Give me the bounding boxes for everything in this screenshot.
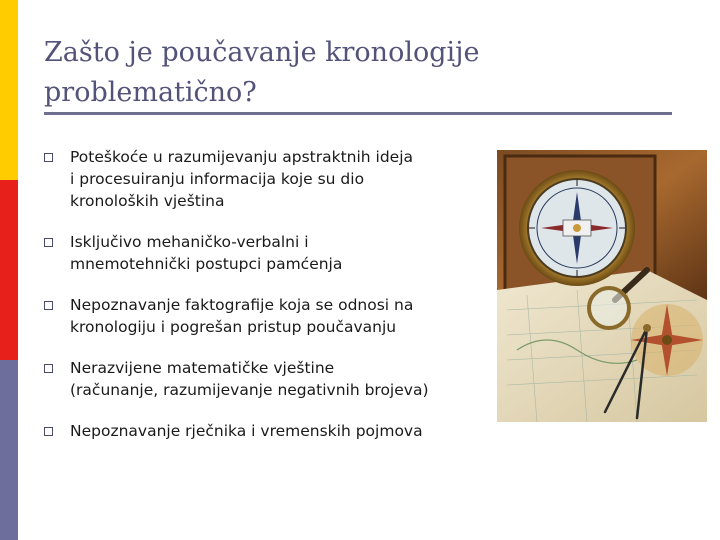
square-bullet-icon bbox=[44, 427, 53, 436]
accent-bar-red bbox=[0, 180, 18, 360]
square-bullet-icon bbox=[44, 301, 53, 310]
bullet-item bbox=[42, 420, 492, 442]
compass-and-map-image bbox=[497, 150, 707, 422]
bullet-item bbox=[42, 231, 492, 275]
bullet-item bbox=[42, 357, 492, 401]
square-bullet-icon bbox=[44, 153, 53, 162]
bullet-list bbox=[42, 146, 492, 442]
bullet-text: Nepoznavanje faktografije koja se odnosi na kronologiju i pogrešan pristup poučavanju bbox=[70, 296, 414, 336]
square-bullet-icon bbox=[44, 364, 53, 373]
bullet-text: Isključivo mehaničko-verbalni i mnemotehnički postupci pamćenja bbox=[70, 233, 343, 273]
slide-title: Zašto je poučavanje kronologije problematično? bbox=[44, 37, 480, 108]
accent-bar-purple bbox=[0, 360, 18, 540]
bullet-item bbox=[42, 294, 492, 338]
square-bullet-icon bbox=[44, 238, 53, 247]
accent-bar-yellow bbox=[0, 0, 18, 180]
title-underline bbox=[44, 112, 672, 115]
bullet-text: Nepoznavanje rječnika i vremenskih pojmova bbox=[70, 422, 423, 440]
bullet-item bbox=[42, 146, 492, 212]
bullet-text: Nerazvijene matematičke vještine (računanje, razumijevanje negativnih brojeva) bbox=[70, 359, 429, 399]
bullet-text: Poteškoće u razumijevanju apstraktnih ideja i procesuiranju informacija koje su dio kronoloških vještina bbox=[70, 148, 414, 210]
